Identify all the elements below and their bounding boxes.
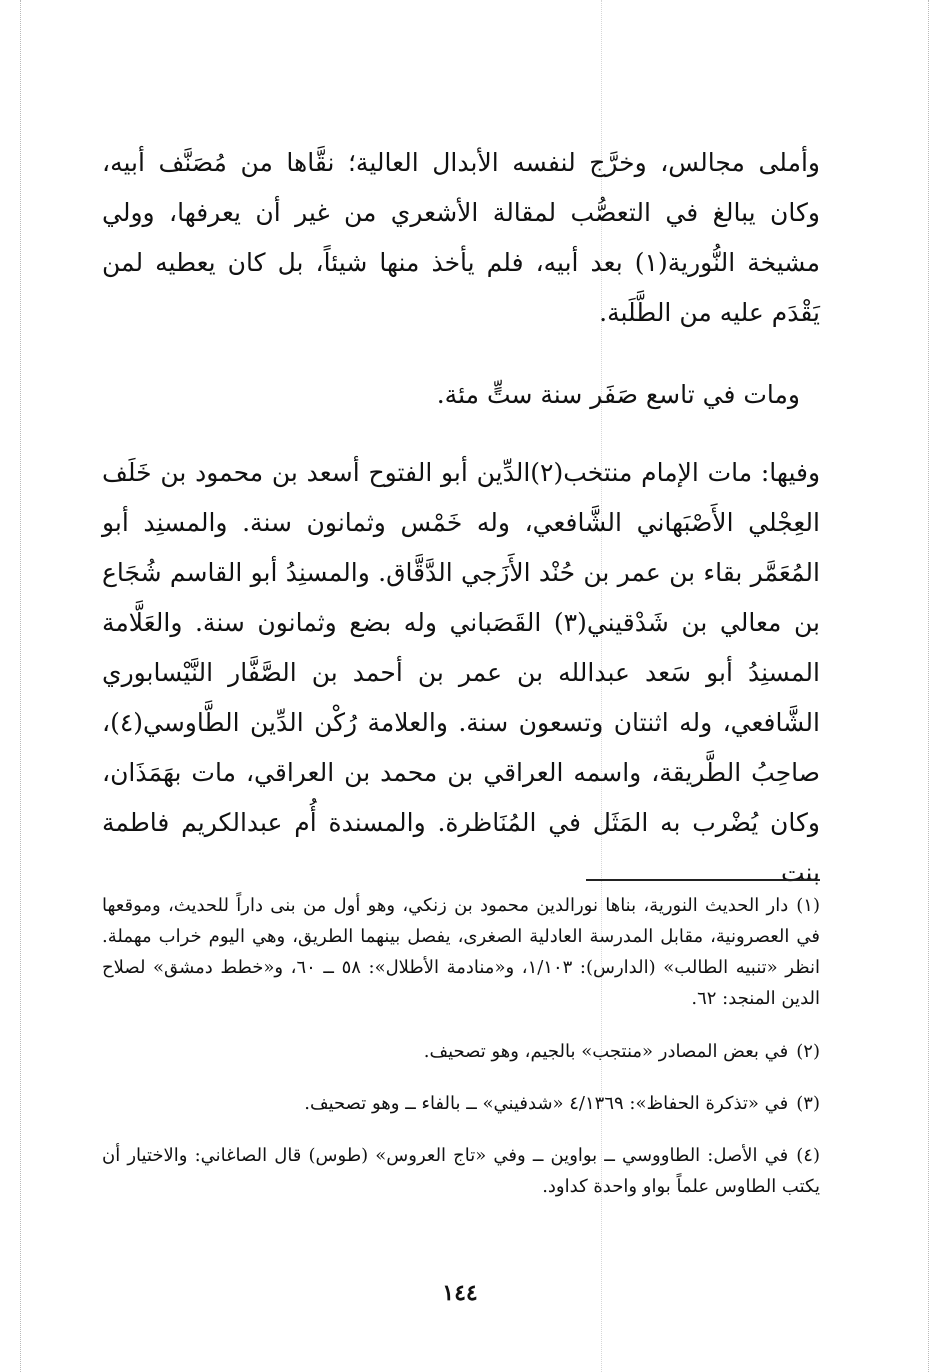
- footnote-number: (٣): [796, 1093, 820, 1114]
- scan-margin-line-left: [20, 0, 21, 1372]
- footnote-2: [102, 1036, 820, 1067]
- footnote-text: في «تذكرة الحفاظ»: ٤/١٣٦٩ «شدفيني» ــ بالفاء ــ وهو تصحيف.: [304, 1093, 789, 1114]
- footnote-text: دار الحديث النورية، بناها نورالدين محمود بن زنكي، وهو أول من بنى داراً للحديث، وموقعها في العصرونية، مقابل المدرسة العادلية الصغرى، يفصل بينهما الطريق، وهي اليوم خراب مهملة. انظر «تنبيه الطالب» (الدارس): ١/١٠٣، و«منادمة الأطلال»: ٥٨ ــ ٦٠، و«خطط دمشق» لصلاح الدين المنجد: ٦٢.: [102, 895, 820, 1009]
- page-number: ١٤٤: [442, 1280, 478, 1306]
- footnote-number: (١): [796, 895, 820, 916]
- book-page: [100, 130, 820, 1330]
- footnote-number: (٢): [796, 1041, 820, 1062]
- body-paragraph-3: وفيها: مات الإمام منتخب(٢)الدِّين أبو الفتوح أسعد بن محمود بن خَلَف العِجْلي الأَصْبَهاني الشَّافعي، وله خَمْس وثمانون سنة. والمسنِد أبو المُعَمَّر بقاء بن عمر بن حُنْد الأَزَجي الدَّقَّاق. والمسنِدُ أبو القاسم شُجَاع بن معالي بن شَدْقيني(٣) القَصَباني وله بضع وثمانون سنة. والعَلَّامة المسنِدُ أبو سَعد عبدالله بن عمر بن أحمد بن الصَّفَّار النَّيْسابوري الشَّافعي، وله اثنتان وتسعون سنة. والعلامة رُكْن الدِّين الطَّاوسي(٤)، صاحِبُ الطَّريقة، واسمه العراقي بن محمد بن العراقي، مات بهَمَذَان، وكان يُضْرب به المَثَل في المُنَاظرة. والمسندة أُم عبدالكريم فاطمة بنت: [102, 458, 821, 887]
- footnote-text: في الأصل: الطاووسي ــ بواوين ــ وفي «تاج العروس» (طوس) قال الصاغاني: والاختيار أن يكتب الطاوس علماً بواو واحدة كداود.: [102, 1145, 820, 1197]
- body-paragraph-2: ومات في تاسع صَفَر سنة ستٍّ مئة.: [436, 380, 800, 409]
- footnote-text: في بعض المصادر «منتجب» بالجيم، وهو تصحيف.: [423, 1041, 789, 1062]
- scan-margin-line-right: [928, 0, 929, 1372]
- footnote-number: (٤): [796, 1145, 820, 1166]
- footnote-1: [102, 890, 820, 1014]
- footnotes-list: [102, 890, 820, 1202]
- footnote-4: [102, 1140, 820, 1202]
- body-paragraph-1: وأملى مجالس، وخرَّج لنفسه الأبدال العالية؛ نقَّاها من مُصَنَّف أبيه، وكان يبالغ في التعصُّب لمقالة الأشعري من غير أن يعرفها، وولي مشيخة النُّورية(١) بعد أبيه، فلم يأخذ منها شيئاً، بل كان يعطيه لمن يَقْدَم عليه من الطَّلَبة.: [102, 148, 820, 327]
- footnote-divider: [586, 879, 820, 881]
- footnote-3: [102, 1088, 820, 1119]
